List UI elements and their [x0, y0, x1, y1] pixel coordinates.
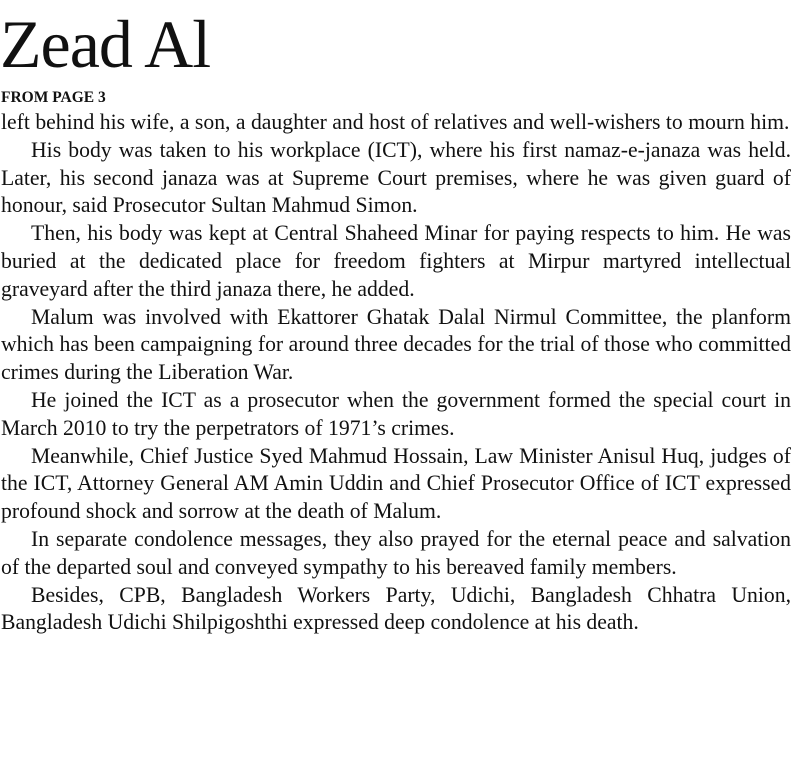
paragraph-8: Besides, CPB, Bangladesh Workers Party, Udichi, Bangladesh Chhatra Union, Bangladesh Udichi Shilpigoshthi expressed deep condolence at his death.	[1, 582, 791, 635]
continued-from-label: FROM PAGE 3	[1, 89, 106, 106]
paragraph-3: Then, his body was kept at Central Shaheed Minar for paying respects to him. He was buried at the dedicated place for freedom fighters at Mirpur martyred intellectual graveyard after the third janaza there, he added.	[1, 221, 791, 301]
paragraph-7: In separate condolence messages, they also prayed for the eternal peace and salvation of the departed soul and conveyed sympathy to his bereaved family members.	[1, 526, 791, 579]
paragraph-4: Malum was involved with Ekattorer Ghatak Dalal Nirmul Committee, the planform which has been campaigning for around three decades for the trial of those who committed crimes during the Liberation War.	[1, 304, 791, 385]
paragraph-6: Meanwhile, Chief Justice Syed Mahmud Hossain, Law Minister Anisul Huq, judges of the ICT, Attorney General AM Amin Uddin and Chief Prosecutor Office of ICT expressed profound shock and sorrow at the death of Malum.	[1, 443, 791, 524]
article-body	[1, 109, 791, 637]
paragraph-1: left behind his wife, a son, a daughter and host of relatives and well-wishers to mourn him.	[1, 110, 790, 134]
paragraph-2: His body was taken to his workplace (ICT), where his first namaz-e-janaza was held. Later, his second janaza was at Supreme Court premises, where he was given guard of honour, said Prosecutor Sultan Mahmud Simon.	[1, 137, 791, 218]
paragraph-5: He joined the ICT as a prosecutor when the government formed the special court in March 2010 to try the perpetrators of 1971’s crimes.	[1, 387, 791, 440]
article-headline: Zead Al	[0, 6, 211, 82]
